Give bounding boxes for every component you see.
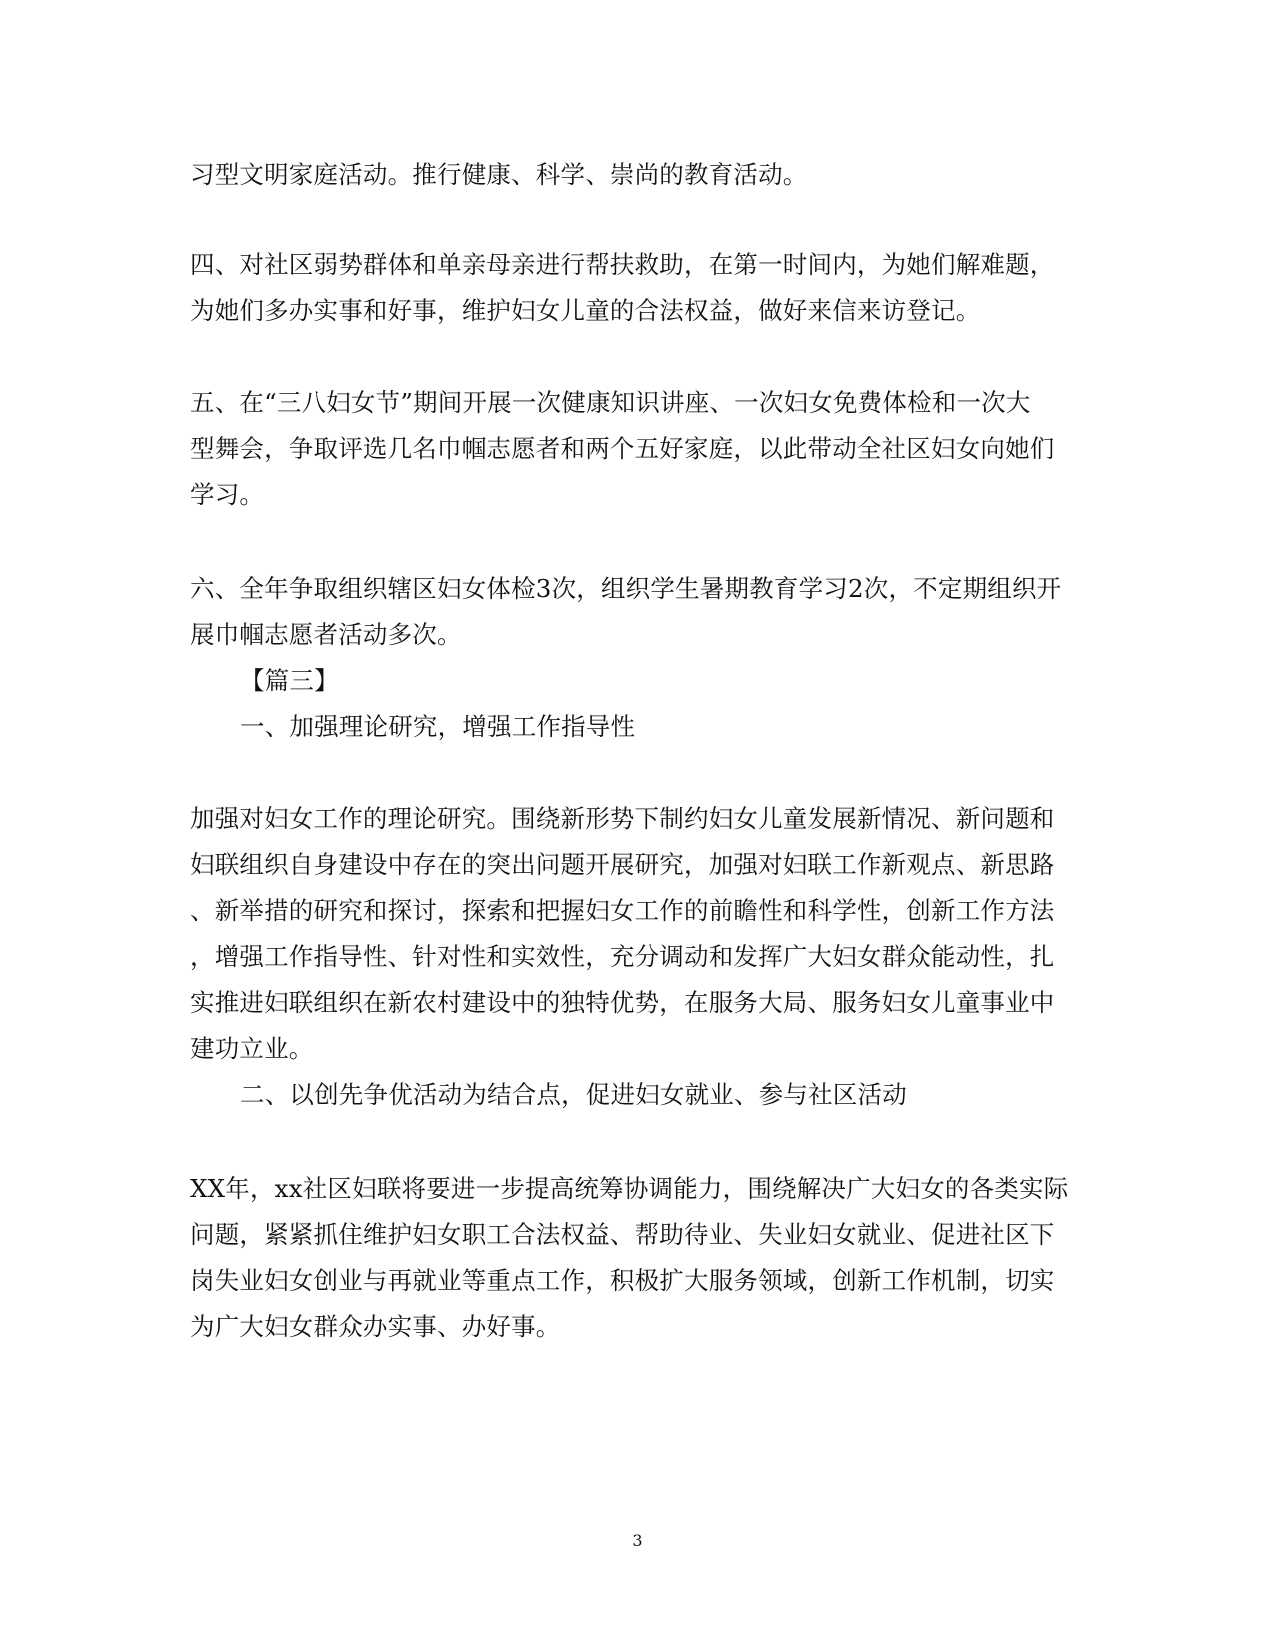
paragraph-line: ，增强工作指导性、针对性和实效性，充分调动和发挥广大妇女群众能动性，扎 bbox=[190, 942, 1055, 971]
paragraph-line: 为她们多办实事和好事，维护妇女儿童的合法权益，做好来信来访登记。 bbox=[190, 296, 981, 325]
paragraph-line: 问题，紧紧抓住维护妇女职工合法权益、帮助待业、失业妇女就业、促进社区下 bbox=[190, 1220, 1055, 1249]
paragraph-line: 、新举措的研究和探讨，探索和把握妇女工作的前瞻性和科学性，创新工作方法 bbox=[190, 896, 1055, 925]
paragraph-line: 学习。 bbox=[190, 480, 265, 509]
paragraph-line: 展巾帼志愿者活动多次。 bbox=[190, 620, 462, 649]
paragraph-line: 四、对社区弱势群体和单亲母亲进行帮扶救助，在第一时间内，为她们解难题， bbox=[190, 250, 1055, 279]
paragraph-line: 建功立业。 bbox=[190, 1034, 314, 1063]
paragraph-line: 为广大妇女群众办实事、办好事。 bbox=[190, 1312, 561, 1341]
paragraph-line: 加强对妇女工作的理论研究。围绕新形势下制约妇女儿童发展新情况、新问题和 bbox=[190, 804, 1055, 833]
paragraph-line: 实推进妇联组织在新农村建设中的独特优势，在服务大局、服务妇女儿童事业中 bbox=[190, 988, 1055, 1017]
section-title: 【篇三】 bbox=[240, 666, 339, 695]
paragraph-line: 妇联组织自身建设中存在的突出问题开展研究，加强对妇联工作新观点、新思路 bbox=[190, 850, 1055, 879]
paragraph-line: XX年，xx社区妇联将要进一步提高统筹协调能力，围绕解决广大妇女的各类实际 bbox=[190, 1174, 1069, 1203]
section-heading: 二、以创先争优活动为结合点，促进妇女就业、参与社区活动 bbox=[240, 1080, 907, 1109]
paragraph-line: 五、在“三八妇女节”期间开展一次健康知识讲座、一次妇女免费体检和一次大 bbox=[190, 388, 1031, 417]
page-number: 3 bbox=[632, 1531, 643, 1550]
paragraph-line: 习型文明家庭活动。推行健康、科学、崇尚的教育活动。 bbox=[190, 160, 808, 189]
paragraph-line: 型舞会，争取评选几名巾帼志愿者和两个五好家庭，以此带动全社区妇女向她们 bbox=[190, 434, 1055, 463]
paragraph-line: 岗失业妇女创业与再就业等重点工作，积极扩大服务领域，创新工作机制，切实 bbox=[190, 1266, 1055, 1295]
paragraph-line: 六、全年争取组织辖区妇女体检3次，组织学生暑期教育学习2次，不定期组织开 bbox=[190, 574, 1062, 603]
section-heading: 一、加强理论研究，增强工作指导性 bbox=[240, 712, 636, 741]
